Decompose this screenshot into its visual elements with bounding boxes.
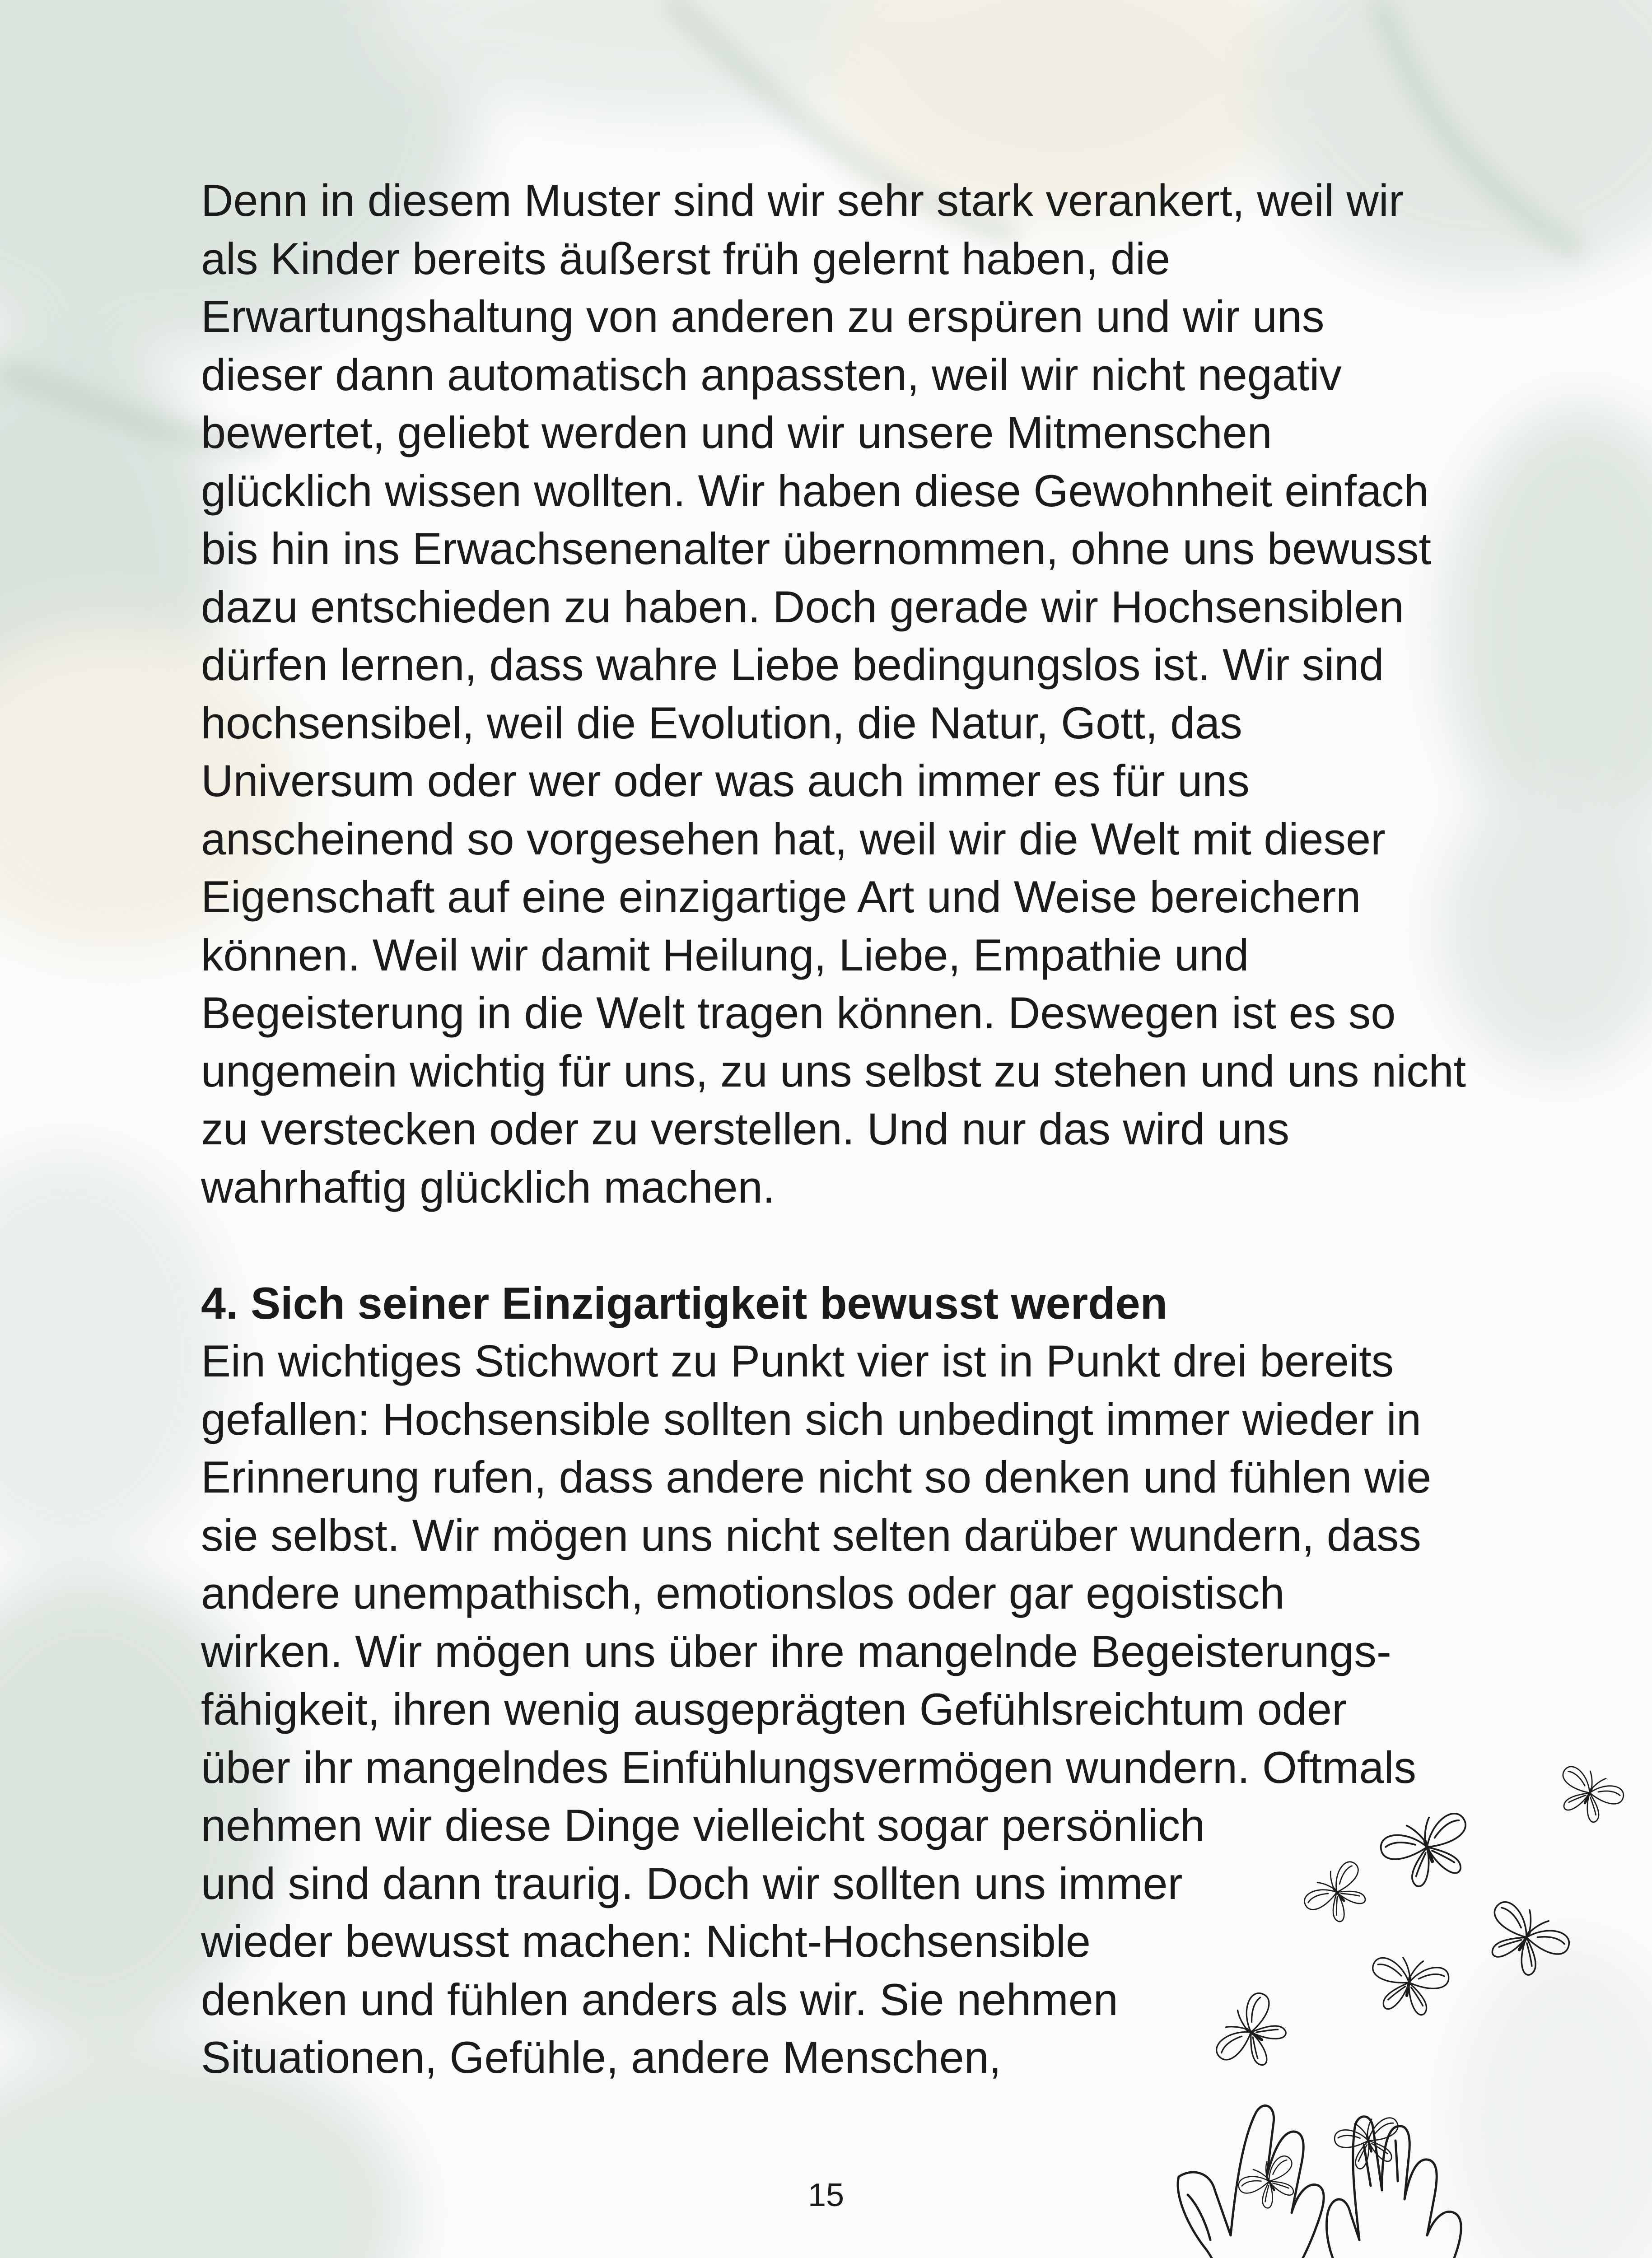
text-line: Erwartungshaltung von anderen zu erspüren und wir uns	[201, 288, 1502, 346]
text-line: glücklich wissen wollten. Wir haben diese Gewohnheit einfach	[201, 462, 1502, 520]
text-line: Situationen, Gefühle, andere Menschen,	[201, 2029, 1502, 2087]
text-line: dieser dann automatisch anpassten, weil wir nicht negativ	[201, 346, 1502, 404]
text-line: wahrhaftig glücklich machen.	[201, 1158, 1502, 1217]
text-line: Begeisterung in die Welt tragen können. Deswegen ist es so	[201, 984, 1502, 1042]
text-line: wieder bewusst machen: Nicht-Hochsensible	[201, 1913, 1502, 1971]
text-line: zu verstecken oder zu verstellen. Und nur das wird uns	[201, 1100, 1502, 1158]
text-line: dürfen lernen, dass wahre Liebe bedingungslos ist. Wir sind	[201, 636, 1502, 694]
text-line: nehmen wir diese Dinge vielleicht sogar persönlich	[201, 1796, 1502, 1855]
text-line: über ihr mangelndes Einfühlungsvermögen wundern. Oftmals	[201, 1739, 1502, 1797]
text-line: anscheinend so vorgesehen hat, weil wir die Welt mit dieser	[201, 810, 1502, 868]
text-line: dazu entschieden zu haben. Doch gerade wir Hochsensiblen	[201, 578, 1502, 636]
text-line: sie selbst. Wir mögen uns nicht selten darüber wundern, dass	[201, 1507, 1502, 1565]
text-line: Universum oder wer oder was auch immer es für uns	[201, 752, 1502, 810]
text-line: können. Weil wir damit Heilung, Liebe, Empathie und	[201, 926, 1502, 984]
text-line: wirken. Wir mögen uns über ihre mangelnde Begeisterungs-	[201, 1623, 1502, 1681]
text-line: bewertet, geliebt werden und wir unsere Mitmenschen	[201, 404, 1502, 462]
text-line: andere unempathisch, emotionslos oder gar egoistisch	[201, 1564, 1502, 1623]
text-line: gefallen: Hochsensible sollten sich unbedingt immer wieder in	[201, 1390, 1502, 1449]
text-line: Eigenschaft auf eine einzigartige Art und Weise bereichern	[201, 868, 1502, 926]
text-line: als Kinder bereits äußerst früh gelernt haben, die	[201, 230, 1502, 288]
text-line: hochsensibel, weil die Evolution, die Natur, Gott, das	[201, 694, 1502, 752]
text-line: bis hin ins Erwachsenenalter übernommen, ohne uns bewusst	[201, 520, 1502, 578]
text-line: Denn in diesem Muster sind wir sehr stark verankert, weil wir	[201, 172, 1502, 230]
text-line: und sind dann traurig. Doch wir sollten uns immer	[201, 1855, 1502, 1913]
text-line: Erinnerung rufen, dass andere nicht so denken und fühlen wie	[201, 1448, 1502, 1507]
section-heading: 4. Sich seiner Einzigartigkeit bewusst werden	[201, 1274, 1502, 1333]
text-line: Ein wichtiges Stichwort zu Punkt vier ist in Punkt drei bereits	[201, 1332, 1502, 1390]
text-line: ungemein wichtig für uns, zu uns selbst zu stehen und uns nicht	[201, 1042, 1502, 1101]
page-number: 15	[781, 2175, 871, 2216]
text-line: fähigkeit, ihren wenig ausgeprägten Gefühlsreichtum oder	[201, 1680, 1502, 1739]
text-line: denken und fühlen anders als wir. Sie nehmen	[201, 1971, 1502, 2029]
